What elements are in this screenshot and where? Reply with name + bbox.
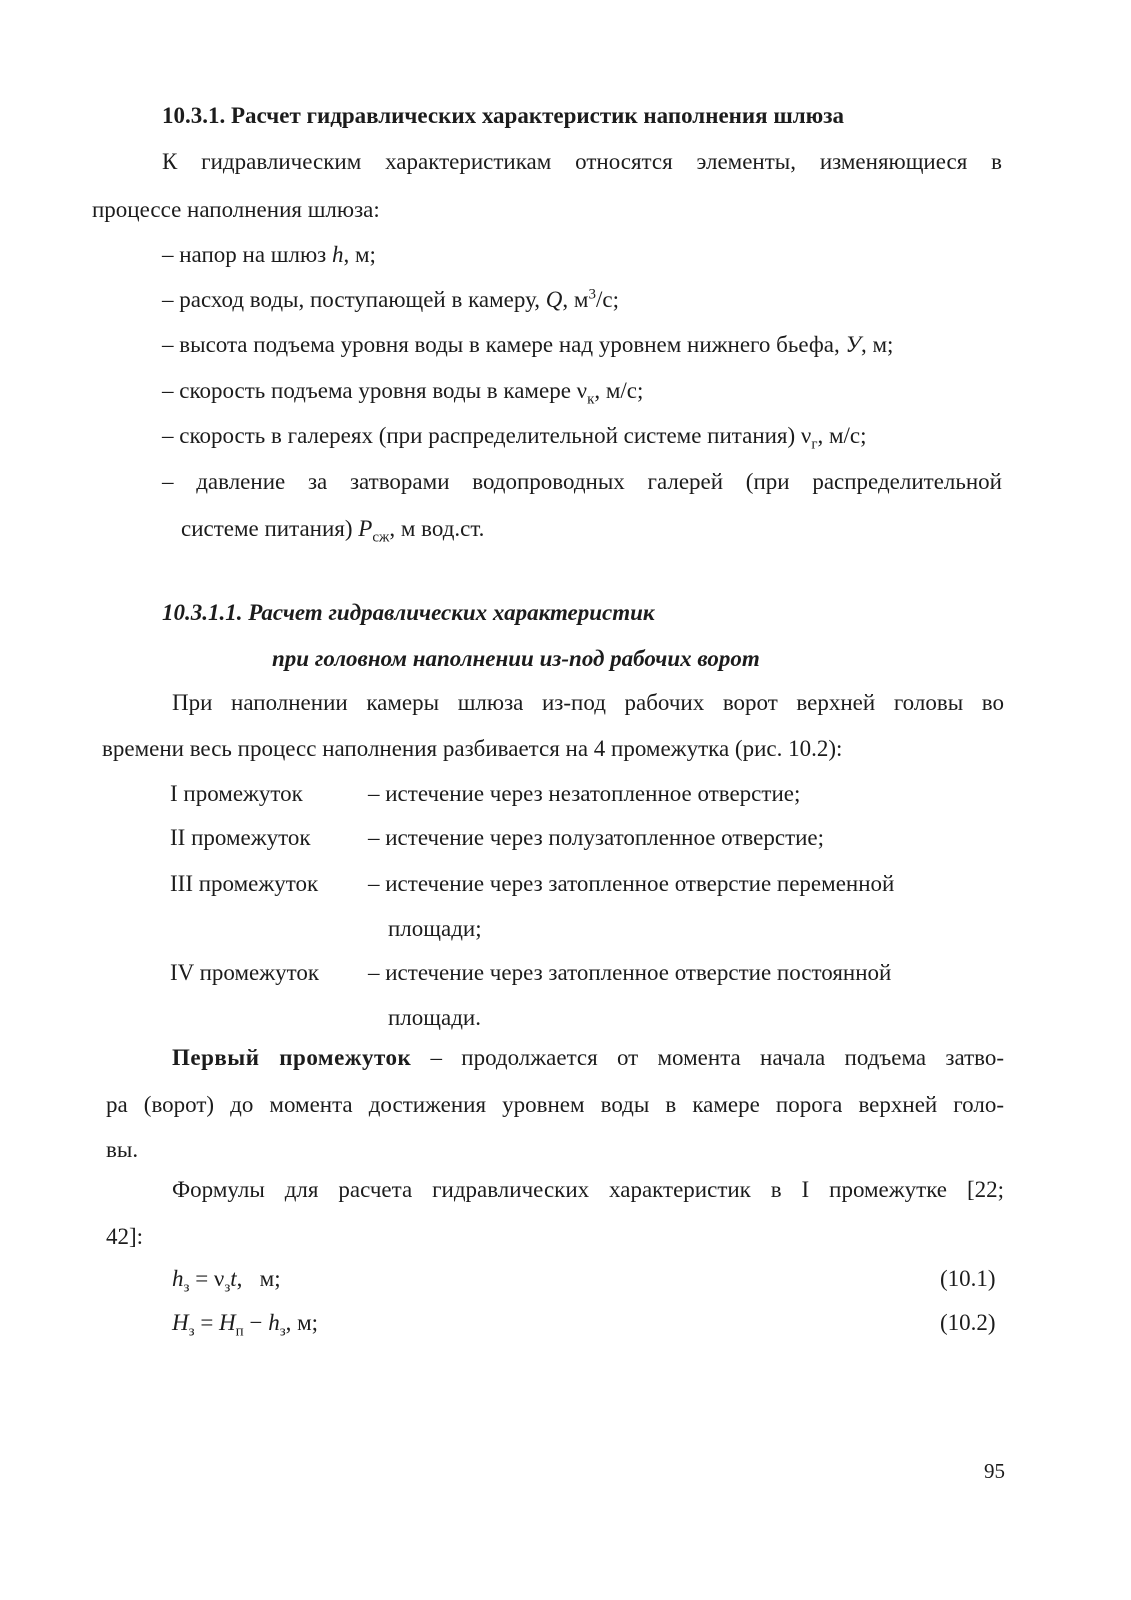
interval-desc-4-cont: площади. — [388, 1005, 481, 1030]
formulas-intro-line-1: Формулы для расчета гидравлических характеристик в I промежутке [22; — [172, 1177, 1004, 1202]
subsection-title-line-2: при головном наполнении из-под рабочих ворот — [272, 646, 760, 671]
var-q: Q — [545, 287, 563, 312]
formula-number-10-2: (10.2) — [940, 1310, 996, 1335]
subsection-intro-line-1: При наполнении камеры шлюза из-под рабочих ворот верхней головы во — [172, 690, 1004, 715]
list-item-gallery-speed: – скорость в галереях (при распределительной системе питания) $\nu_г$, м/с; — [162, 423, 867, 453]
section-intro-line-1: К гидравлическим характеристикам относятся элементы, изменяющиеся в — [162, 149, 1002, 174]
list-item-rise-speed: – скорость подъема уровня воды в камере $\nu_к$, м/с; — [162, 378, 644, 408]
formula-10-1: $h_з = \nu_зt$, м; — [172, 1266, 281, 1296]
section-intro-line-2: процессе наполнения шлюза: — [92, 197, 380, 222]
page-number: 95 — [984, 1459, 1005, 1483]
interval-desc-4: – истечение через затопленное отверстие постоянной — [368, 960, 892, 985]
list-item-discharge: – расход воды, поступающей в камеру, Q, $м^3/с$; — [162, 286, 619, 312]
list-item-pressure-line-1: – давление за затворами водопроводных галерей (при распределительной — [162, 469, 1002, 494]
interval-label-3: III промежуток — [170, 871, 319, 896]
var-y: У — [845, 332, 861, 357]
interval-label-4: IV промежуток — [170, 960, 320, 985]
subsection-intro-line-2: времени весь процесс наполнения разбивается на 4 промежутка (рис. 10.2): — [102, 736, 843, 761]
interval-desc-3: – истечение через затопленное отверстие переменной — [368, 871, 895, 896]
formula-10-2: $H_з = H_п - h_з$, м; — [172, 1310, 319, 1340]
formulas-intro-line-2: 42]: — [106, 1224, 144, 1249]
first-interval-line-1: Первый промежуток – продолжается от момента начала подъема затво- — [172, 1045, 1004, 1070]
interval-label-2: II промежуток — [170, 825, 311, 850]
interval-desc-1: – истечение через незатопленное отверстие; — [368, 781, 801, 806]
list-item-head: – напор на шлюз h, м; — [162, 242, 376, 267]
subsection-title-line-1: 10.3.1.1. Расчет гидравлических характеристик — [162, 600, 655, 625]
first-interval-line-2: ра (ворот) до момента достижения уровнем воды в камере порога верхней голо- — [106, 1092, 1004, 1117]
list-item-level-rise: – высота подъема уровня воды в камере над уровнем нижнего бьефа, У, м; — [162, 332, 894, 357]
list-item-pressure-line-2: системе питания) $P_{сж}$, м вод.ст. — [181, 516, 485, 546]
first-interval-line-3: вы. — [106, 1137, 139, 1162]
interval-desc-2: – истечение через полузатопленное отверстие; — [368, 825, 825, 850]
var-h: h — [332, 242, 344, 267]
interval-label-1: I промежуток — [170, 781, 303, 806]
section-title: 10.3.1. Расчет гидравлических характеристик наполнения шлюза — [162, 103, 844, 128]
var-p: P — [358, 516, 373, 541]
first-interval-term: Первый промежуток — [172, 1045, 412, 1070]
interval-desc-3-cont: площади; — [388, 916, 482, 941]
formula-number-10-1: (10.1) — [940, 1266, 996, 1291]
